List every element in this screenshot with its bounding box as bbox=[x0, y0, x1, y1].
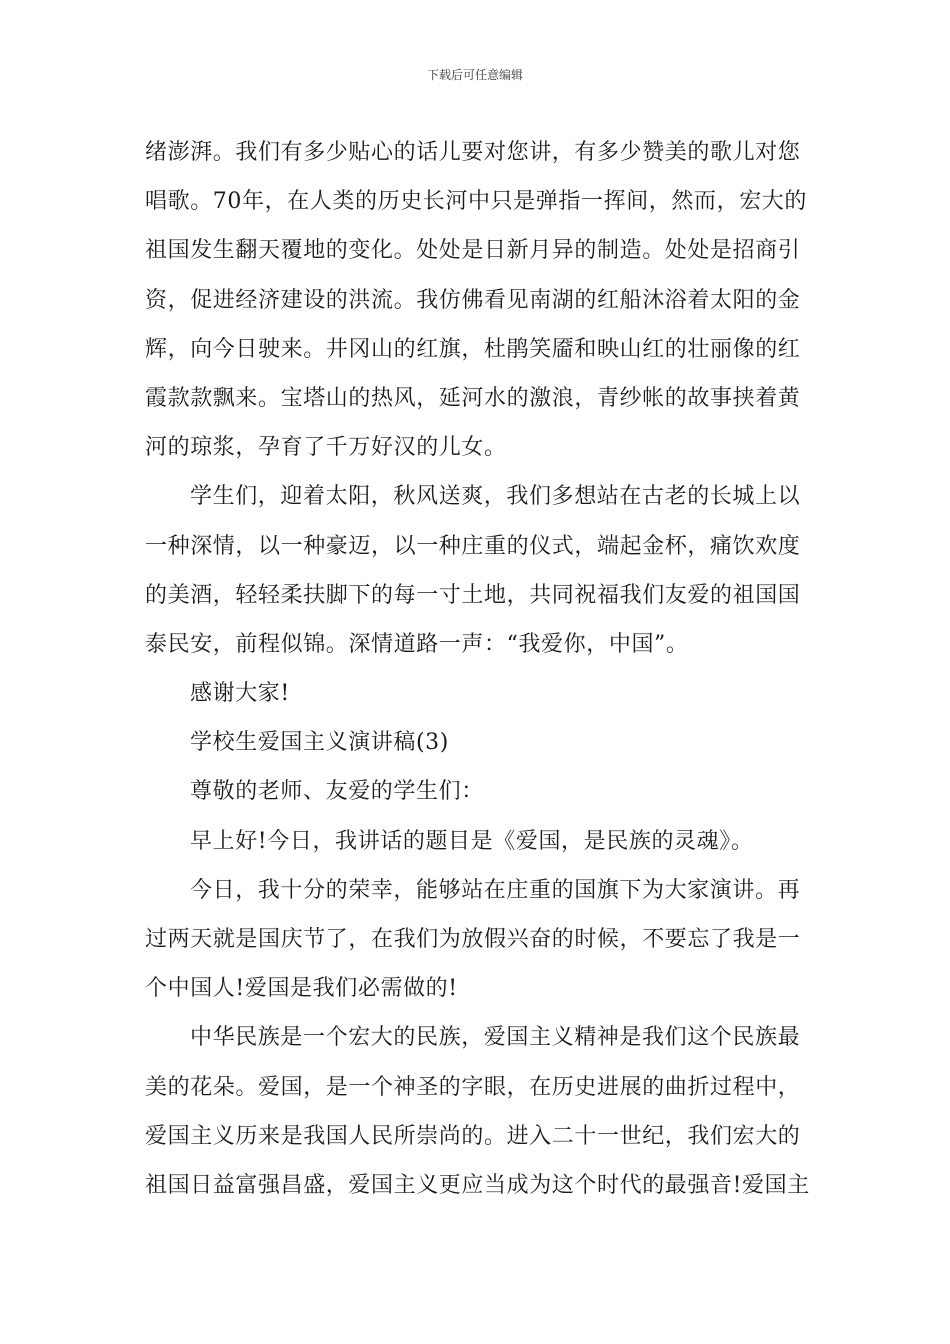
text-line: 霞款款飘来。宝塔山的热风，延河水的激浪，青纱帐的故事挟着黄 bbox=[145, 385, 801, 411]
text-line: 辉，向今日驶来。井冈山的红旗，杜鹃笑靥和映山红的壮丽像的红 bbox=[145, 336, 801, 362]
paragraph-start: 今日，我十分的荣幸，能够站在庄重的国旗下为大家演讲。再 bbox=[190, 877, 801, 903]
document-body bbox=[145, 128, 810, 1210]
text-line: 祖国发生翻天覆地的变化。处处是日新月异的制造。处处是招商引 bbox=[145, 238, 801, 264]
salutation: 尊敬的老师、友爱的学生们： bbox=[190, 779, 484, 805]
text-line: 泰民安，前程似锦。深情道路一声：“我爱你，中国”。 bbox=[145, 631, 689, 657]
text-line: 资，促进经济建设的洪流。我仿佛看见南湖的红船沐浴着太阳的金 bbox=[145, 287, 801, 313]
text-line: 河的琼浆，孕育了千万好汉的儿女。 bbox=[145, 435, 507, 461]
text-line: 一种深情，以一种豪迈，以一种庄重的仪式，端起金杯，痛饮欢度 bbox=[145, 533, 801, 559]
paragraph-start: 中华民族是一个宏大的民族，爱国主义精神是我们这个民族最 bbox=[190, 1025, 801, 1051]
text-line: 唱歌。70年，在人类的历史长河中只是弹指一挥间，然而，宏大的 bbox=[145, 189, 807, 215]
paragraph-start: 早上好!今日，我讲话的题目是《爱国，是民族的灵魂》。 bbox=[190, 828, 754, 854]
text-line: 过两天就是国庆节了，在我们为放假兴奋的时候，不要忘了我是一 bbox=[145, 927, 801, 952]
text-line: 个中国人!爱国是我们必需做的! bbox=[145, 976, 458, 1002]
text-line: 美的花朵。爱国，是一个神圣的字眼，在历史进展的曲折过程中， bbox=[145, 1074, 801, 1100]
section-title: 学校生爱国主义演讲稿(3) bbox=[190, 730, 449, 756]
paragraph-start: 学生们，迎着太阳，秋风送爽，我们多想站在古老的长城上以 bbox=[190, 484, 801, 510]
text-line: 的美酒，轻轻柔扶脚下的每一寸土地，共同祝福我们友爱的祖国国 bbox=[145, 582, 801, 608]
page-header: 下载后可任意编辑 bbox=[426, 68, 523, 82]
text-line: 爱国主义历来是我国人民所崇尚的。进入二十一世纪，我们宏大的 bbox=[145, 1123, 801, 1149]
text-line: 绪澎湃。我们有多少贴心的话儿要对您讲，有多少赞美的歌儿对您 bbox=[145, 140, 801, 165]
text-line: 祖国日益富强昌盛，爱国主义更应当成为这个时代的最强音!爱国主 bbox=[145, 1172, 810, 1198]
paragraph-start: 感谢大家! bbox=[190, 681, 290, 707]
